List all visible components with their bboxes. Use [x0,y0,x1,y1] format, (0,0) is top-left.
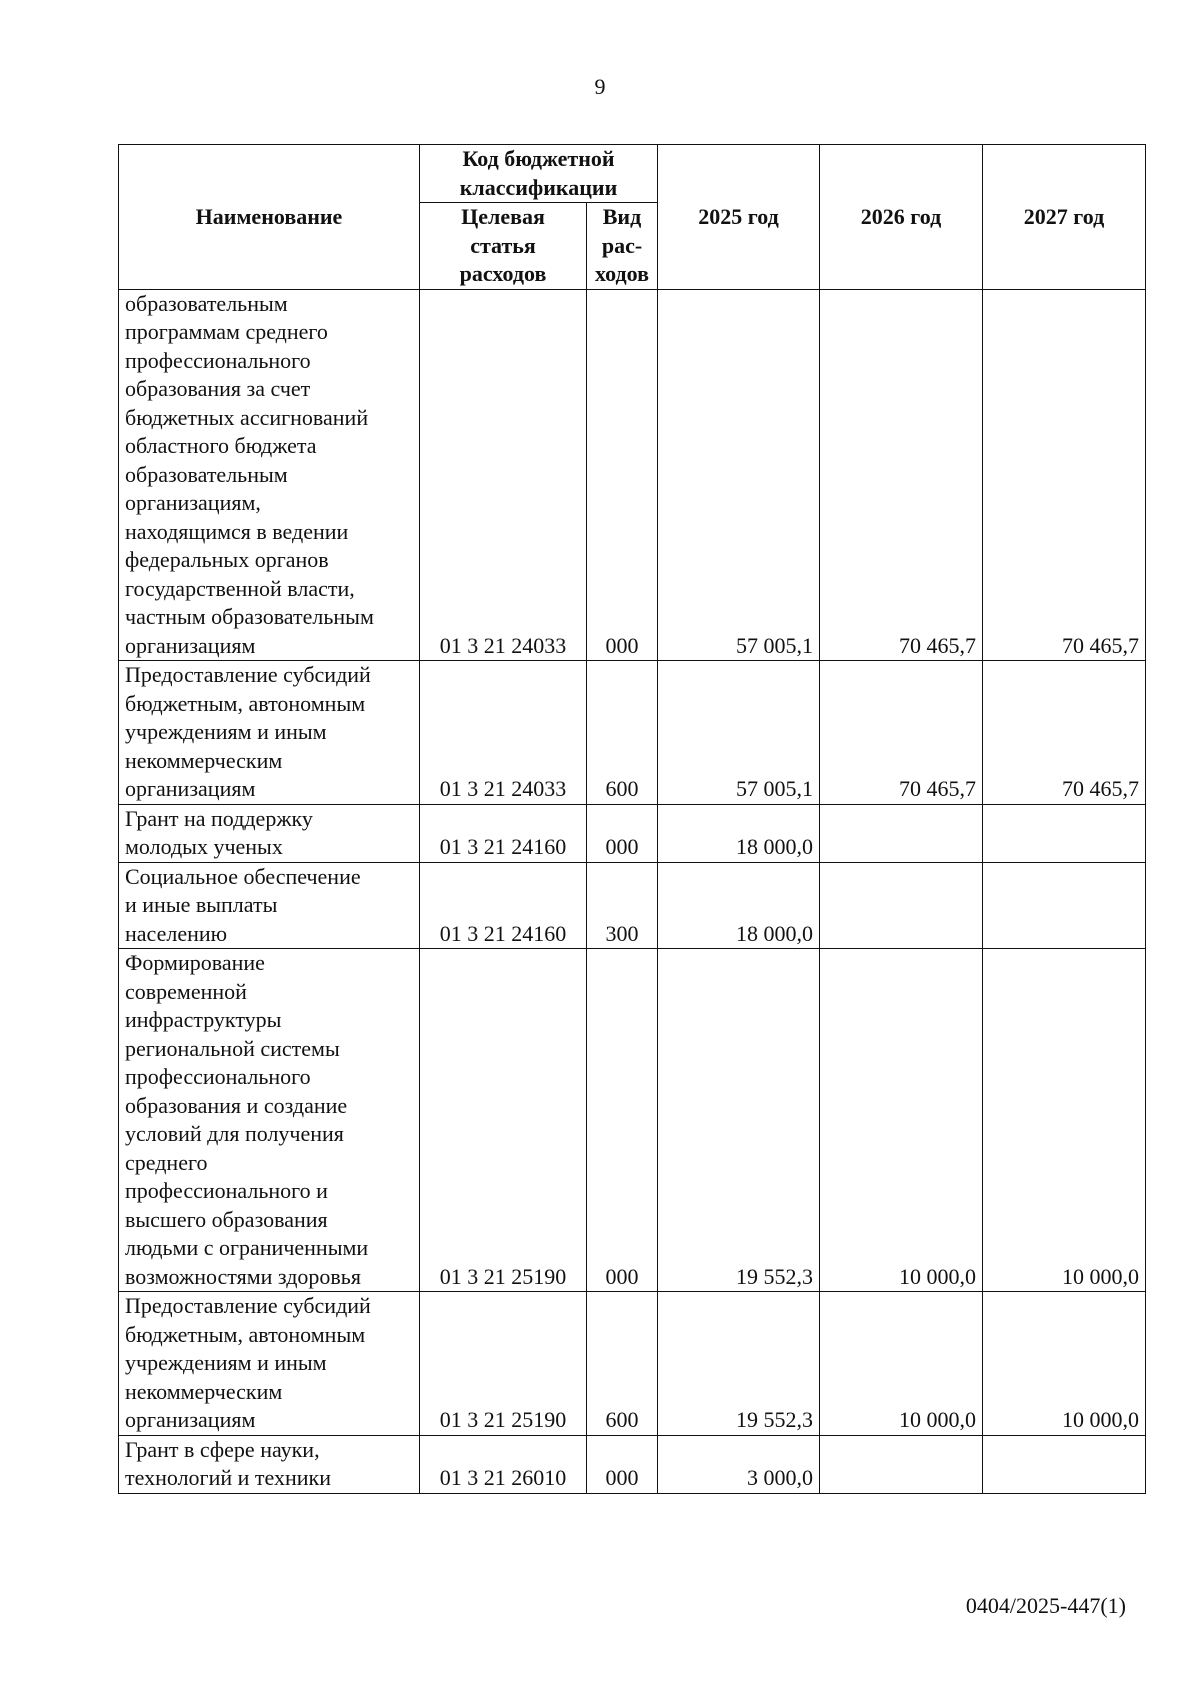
row-code: 01 3 21 24160 [420,862,587,949]
row-2025: 57 005,1 [658,661,820,805]
row-2025: 19 552,3 [658,1292,820,1436]
table-row [119,862,1146,949]
row-code: 01 3 21 24033 [420,289,587,661]
row-code: 01 3 21 26010 [420,1435,587,1493]
row-name: Грант на поддержку молодых ученых [119,804,420,862]
row-code: 01 3 21 25190 [420,949,587,1292]
page-number: 9 [594,74,606,99]
row-2027: 10 000,0 [983,1292,1146,1436]
table-row [119,661,1146,805]
row-vid: 600 [587,661,658,805]
budget-table [118,144,1146,1494]
row-2027 [983,1435,1146,1493]
table-body [119,289,1146,1493]
table-row [119,949,1146,1292]
row-vid: 000 [587,289,658,661]
table-header [119,145,1146,290]
row-2026: 10 000,0 [820,1292,983,1436]
header-2025: 2025 год [658,145,820,290]
row-2026 [820,1435,983,1493]
header-expense-type: Вид рас-ходов [587,203,658,290]
header-target-article: Целевая статья расходов [420,203,587,290]
row-name: Предоставление субсидий бюджетным, автономным учреждениям и иным некоммерческим организациям [119,661,420,805]
table-row [119,289,1146,661]
row-2025: 18 000,0 [658,862,820,949]
table-row [119,804,1146,862]
row-2027: 10 000,0 [983,949,1146,1292]
row-2026: 10 000,0 [820,949,983,1292]
row-vid: 000 [587,1435,658,1493]
row-2025: 57 005,1 [658,289,820,661]
row-2026: 70 465,7 [820,289,983,661]
row-code: 01 3 21 25190 [420,1292,587,1436]
row-vid: 300 [587,862,658,949]
row-2027: 70 465,7 [983,289,1146,661]
table-row [119,1435,1146,1493]
row-code: 01 3 21 24033 [420,661,587,805]
row-2027 [983,862,1146,949]
row-2027: 70 465,7 [983,661,1146,805]
row-name: образовательным программам среднего профессионального образования за счет бюджетных ассигнований областного бюджета образовательным организациям, находящимся в ведении федеральных органов государственной власти, частным образовательным организациям [119,289,420,661]
row-2026 [820,804,983,862]
row-name: Социальное обеспечение и иные выплаты населению [119,862,420,949]
row-name: Предоставление субсидий бюджетным, автономным учреждениям и иным некоммерческим организациям [119,1292,420,1436]
row-vid: 000 [587,804,658,862]
row-name: Грант в сфере науки, технологий и техники [119,1435,420,1493]
header-name: Наименование [119,145,420,290]
row-2025: 3 000,0 [658,1435,820,1493]
row-2025: 18 000,0 [658,804,820,862]
row-2025: 19 552,3 [658,949,820,1292]
row-name: Формирование современной инфраструктуры региональной системы профессионального образования и создание условий для получения среднего профессионального и высшего образования людьми с ограниченными возможностями здоровья [119,949,420,1292]
row-2027 [983,804,1146,862]
header-2027: 2027 год [983,145,1146,290]
row-code: 01 3 21 24160 [420,804,587,862]
row-2026: 70 465,7 [820,661,983,805]
row-2026 [820,862,983,949]
row-vid: 000 [587,949,658,1292]
table-row [119,1292,1146,1436]
header-kbk: Код бюджетной классификации [420,145,658,203]
document-code: 0404/2025-447(1) [965,1593,1126,1618]
row-vid: 600 [587,1292,658,1436]
header-2026: 2026 год [820,145,983,290]
